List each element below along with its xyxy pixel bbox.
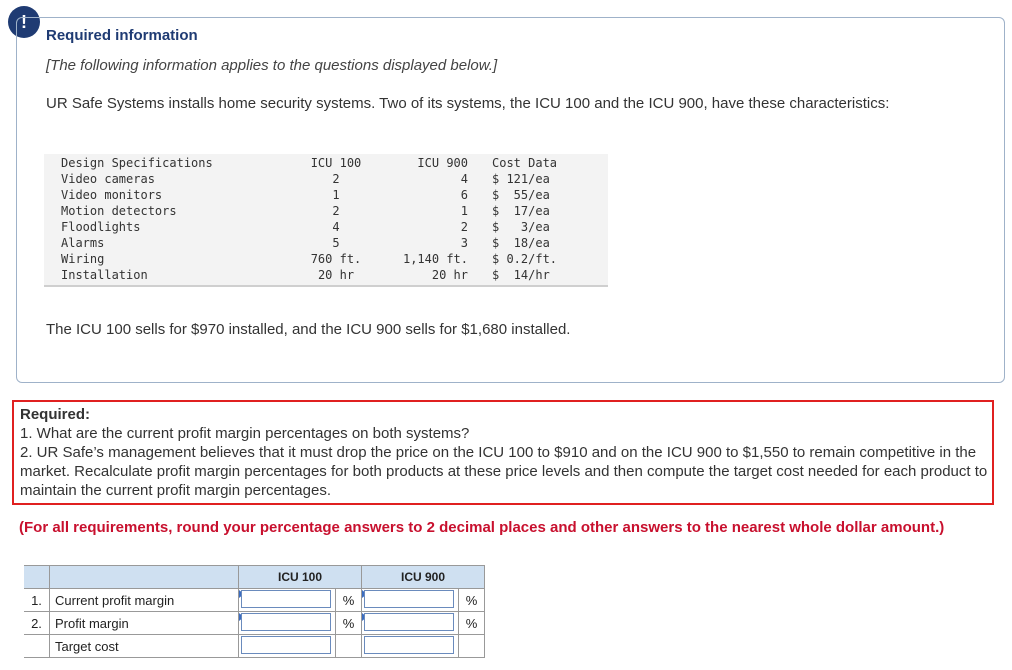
spec-icu900-value: 3: [460, 236, 468, 250]
spec-item: Wiring: [61, 252, 105, 266]
icu100-current-margin-input[interactable]: [241, 590, 331, 608]
icu900-target-cost-cell: [362, 635, 459, 658]
unit-blank: [459, 635, 485, 658]
icu900-profit-margin-cell: [362, 612, 459, 635]
spec-icu900-value: 2: [460, 220, 468, 234]
row-label: Current profit margin: [50, 589, 239, 612]
spec-icu100-value: 2: [332, 204, 340, 218]
header-blank: [50, 566, 239, 589]
answer-header-row: [24, 566, 485, 589]
spec-row: [44, 187, 608, 203]
spec-icu900-value: 4: [460, 172, 468, 186]
header-icu100: ICU 100: [239, 566, 362, 589]
spec-cost-value: $ 0.2/ft.: [492, 252, 558, 266]
spec-icu900-value: 1: [460, 204, 468, 218]
spec-cost-value: $ 55/ea: [492, 188, 550, 202]
icu100-profit-margin-input[interactable]: [241, 613, 331, 631]
spec-icu100-value: 2: [332, 172, 340, 186]
percent-unit: %: [459, 612, 485, 635]
icu900-current-margin-cell: [362, 589, 459, 612]
spec-header-row: [44, 155, 608, 171]
spec-icu900-value: 6: [460, 188, 468, 202]
spec-cost-value: $ 18/ea: [492, 236, 550, 250]
spec-icu100-value: 1: [332, 188, 340, 202]
icu100-profit-margin-cell: [239, 612, 336, 635]
icu900-profit-margin-input[interactable]: [364, 613, 454, 631]
spec-icu100-value: 760 ft.: [310, 252, 362, 266]
spec-header-design: Design Specifications: [61, 156, 213, 170]
spec-row: [44, 219, 608, 235]
info-title: Required information: [46, 27, 198, 44]
required-box: [12, 400, 994, 505]
row-number: [24, 635, 50, 658]
row-label: Profit margin: [50, 612, 239, 635]
row-number: 2.: [24, 612, 50, 635]
percent-unit: %: [336, 612, 362, 635]
spec-item: Motion detectors: [61, 204, 177, 218]
icu100-target-cost-input[interactable]: [241, 636, 331, 654]
answer-table: [24, 565, 485, 658]
spec-icu100-value: 4: [332, 220, 340, 234]
spec-header-icu900: ICU 900: [417, 156, 468, 170]
selling-price-text: The ICU 100 sells for $970 installed, and the ICU 900 sells for $1,680 installed.: [46, 321, 571, 338]
specifications-table: [44, 154, 608, 287]
percent-unit: %: [459, 589, 485, 612]
spec-item: Alarms: [61, 236, 105, 250]
spec-cost-value: $ 121/ea: [492, 172, 550, 186]
spec-item: Floodlights: [61, 220, 141, 234]
spec-item: Video monitors: [61, 188, 163, 202]
spec-row: [44, 171, 608, 187]
required-item-1: 1. What are the current profit margin percentages on both systems?: [20, 425, 470, 442]
required-title: Required:: [20, 406, 91, 423]
spec-cost-value: $ 14/hr: [492, 268, 550, 282]
spec-icu900-value: 20 hr: [431, 268, 468, 282]
icu100-current-margin-cell: [239, 589, 336, 612]
spec-row: [44, 203, 608, 219]
icu100-target-cost-cell: [239, 635, 336, 658]
required-item-2: 2. UR Safe’s management believes that it must drop the price on the ICU 100 to $910 and on the ICU 900 to $1,550 to remain competitive in the market. Recalculate profit margin percentages for both products at these price levels and then compute the target cost needed for each product to maintain the current profit margin percentages.: [20, 444, 988, 499]
rounding-instruction: (For all requirements, round your percentage answers to 2 decimal places and other answers to the nearest whole dollar amount.): [19, 519, 945, 536]
row-number: 1.: [24, 589, 50, 612]
spec-cost-value: $ 17/ea: [492, 204, 550, 218]
spec-row: [44, 235, 608, 251]
answer-row-profit-margin: [24, 612, 485, 635]
header-blank: [24, 566, 50, 589]
spec-item: Video cameras: [61, 172, 155, 186]
answer-row-current-margin: [24, 589, 485, 612]
spec-row: [44, 267, 608, 283]
row-label: Target cost: [50, 635, 239, 658]
spec-icu100-value: 20 hr: [317, 268, 355, 282]
spec-icu900-value: 1,140 ft.: [402, 252, 468, 266]
spec-header-cost: Cost Data: [492, 156, 558, 170]
spec-cost-value: $ 3/ea: [492, 220, 550, 234]
spec-icu100-value: 5: [332, 236, 340, 250]
alert-icon: !: [8, 6, 40, 38]
icu900-current-margin-input[interactable]: [364, 590, 454, 608]
answer-row-target-cost: [24, 635, 485, 658]
spec-row: [44, 251, 608, 267]
spec-item: Installation: [61, 268, 148, 282]
info-subtitle: [The following information applies to the questions displayed below.]: [46, 57, 498, 74]
icu900-target-cost-input[interactable]: [364, 636, 454, 654]
header-icu900: ICU 900: [362, 566, 485, 589]
info-paragraph: UR Safe Systems installs home security systems. Two of its systems, the ICU 100 and the ICU 900, have these characteristics:: [46, 95, 890, 112]
unit-blank: [336, 635, 362, 658]
percent-unit: %: [336, 589, 362, 612]
spec-header-icu100: ICU 100: [310, 156, 362, 170]
